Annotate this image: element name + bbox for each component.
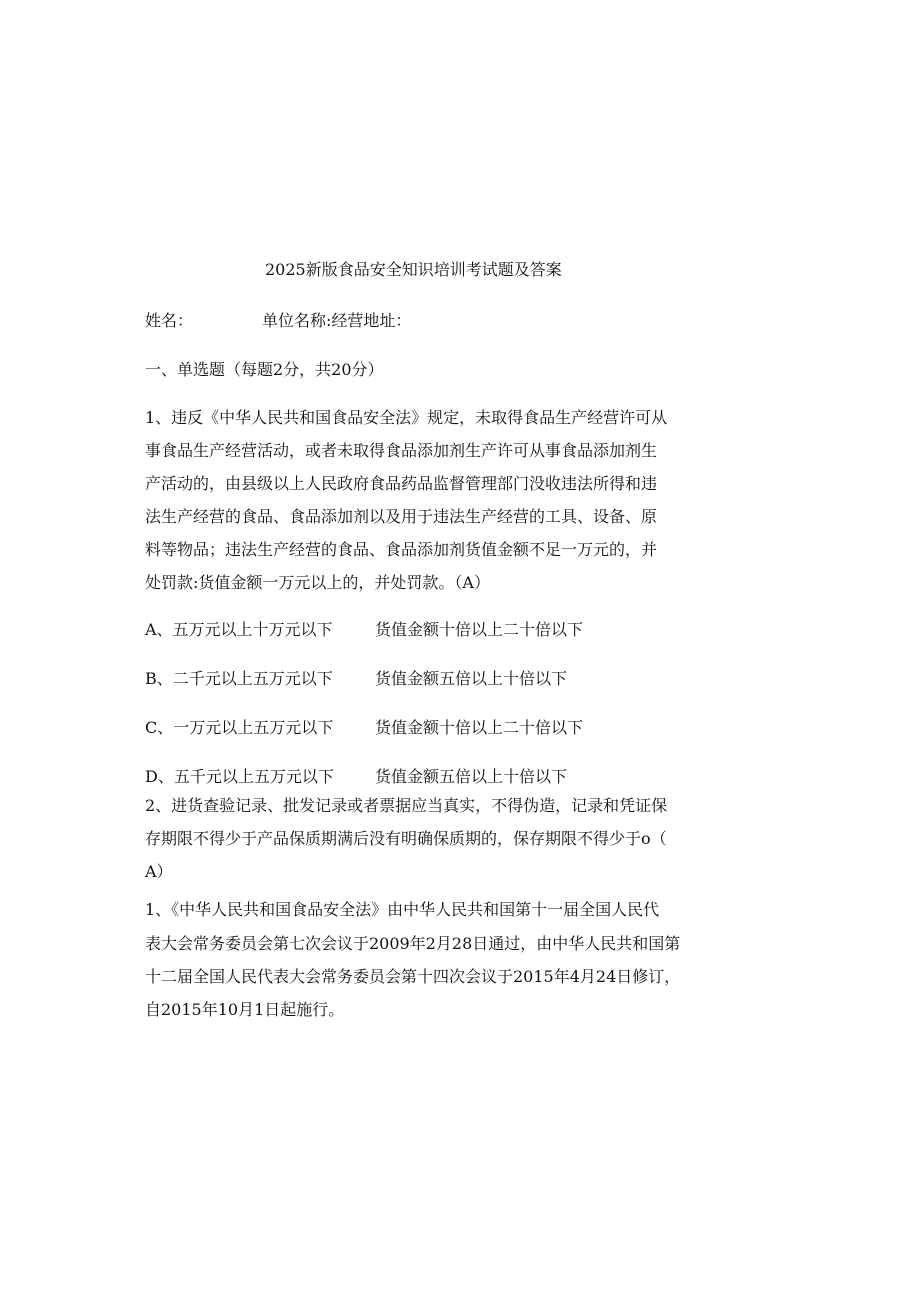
option-b-multiple: 货值金额五倍以上十倍以下 — [375, 669, 568, 688]
option-b-fine: B、二千元以上五万元以下 — [145, 669, 333, 688]
unit-address-label: 单位名称:经营地址： — [262, 311, 412, 330]
option-a-fine: A、五万元以上十万元以下 — [145, 620, 333, 639]
section-heading: 一、单选题（每题2分，共20分） — [145, 360, 384, 379]
question-1-text-line: 料等物品；违法生产经营的食品、食品添加剂货值金额不足一万元的，并 — [145, 540, 658, 559]
option-a — [145, 620, 583, 640]
question-2-text-line: 存期限不得少于产品保质期满后没有明确保质期的，保存期限不得少于o（ — [145, 829, 667, 848]
law-note-line: 自2015年10月1日起施行。 — [145, 1000, 345, 1019]
question-1-text-line: 法生产经营的食品、食品添加剂以及用于违法生产经营的工具、设备、原 — [145, 507, 658, 526]
option-c-multiple: 货值金额十倍以上二十倍以下 — [375, 718, 584, 737]
law-note-line: 1、《中华人民共和国食品安全法》由中华人民共和国第十一届全国人民代 — [145, 900, 660, 919]
document-title: 2025新版食品安全知识培训考试题及答案 — [265, 260, 562, 279]
option-c — [145, 718, 583, 738]
option-d-multiple: 货值金额五倍以上十倍以下 — [375, 767, 568, 786]
question-1-text-line: 产活动的，由县级以上人民政府食品药品监督管理部门没收违法所得和违 — [145, 474, 658, 493]
option-d — [145, 767, 567, 787]
name-field-label: 姓名： — [145, 311, 194, 330]
option-c-fine: C、一万元以上五万元以下 — [145, 718, 334, 737]
option-a-multiple: 货值金额十倍以上二十倍以下 — [375, 620, 584, 639]
law-note-line: 十二届全国人民代表大会常务委员会第十四次会议于2015年4月24日修订， — [145, 967, 681, 986]
question-1-text-line: 处罚款:货值金额一万元以上的，并处罚款。（A） — [145, 573, 490, 592]
option-d-fine: D、五千元以上五万元以下 — [145, 767, 334, 786]
law-note-line: 表大会常务委员会第七次会议于2009年2月28日通过，由中华人民共和国第 — [145, 934, 681, 953]
question-1-text-line: 1、违反《中华人民共和国食品安全法》规定，未取得食品生产经营许可从 — [145, 408, 668, 427]
question-1-text-line: 事食品生产经营活动，或者未取得食品添加剂生产许可从事食品添加剂生 — [145, 441, 658, 460]
question-2-text-line: 2、进货查验记录、批发记录或者票据应当真实，不得伪造，记录和凭证保 — [145, 796, 668, 815]
option-b — [145, 669, 567, 689]
question-2-text-line: A） — [145, 862, 173, 881]
